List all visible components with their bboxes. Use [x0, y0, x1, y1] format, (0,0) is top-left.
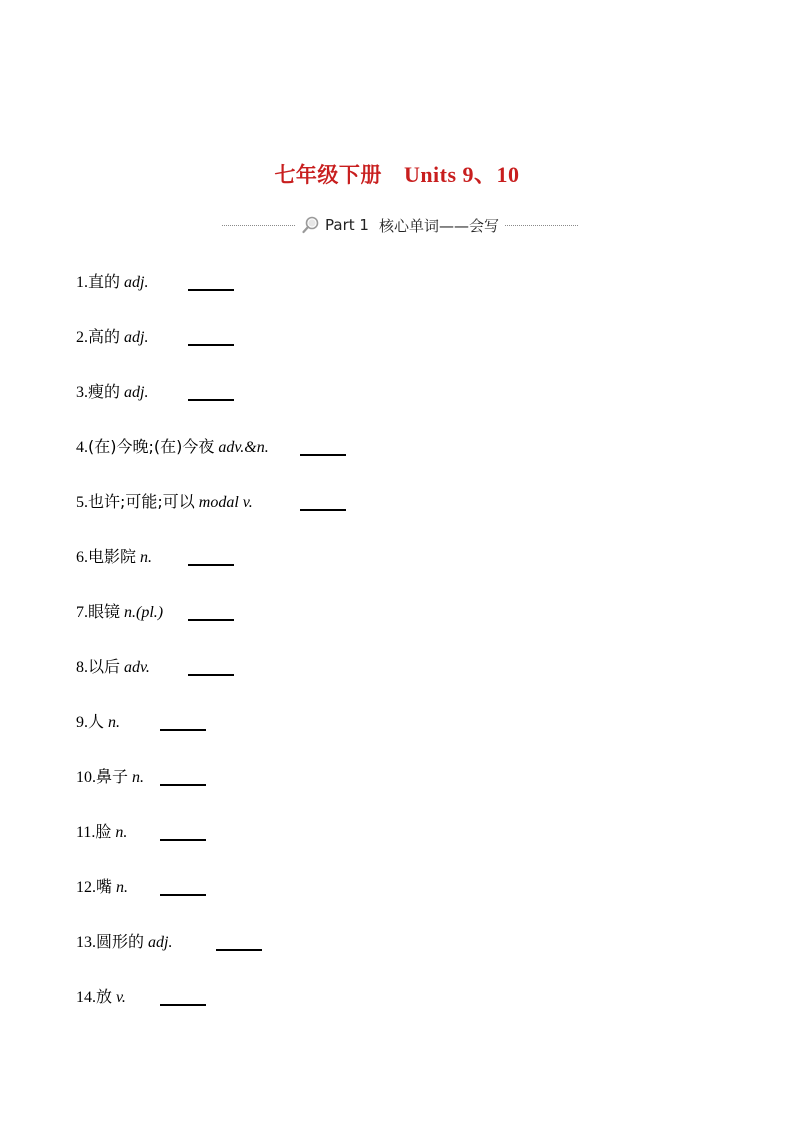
- item-pos: adj.: [124, 274, 149, 291]
- item-chinese: 高的: [88, 327, 121, 346]
- answer-blank[interactable]: [160, 839, 206, 841]
- item-chinese: 嘴: [96, 877, 113, 896]
- part-header-label: [295, 215, 505, 236]
- item-number: 14.: [76, 989, 96, 1006]
- item-chinese: 瘦的: [88, 382, 121, 401]
- item-number: 1.: [76, 274, 88, 291]
- title-grade: 七年级下册: [274, 163, 382, 187]
- answer-blank[interactable]: [216, 949, 262, 951]
- answer-blank[interactable]: [188, 344, 234, 346]
- divider-left: [222, 225, 295, 226]
- list-item: [76, 327, 148, 348]
- part-title: 核心单词——会写: [378, 216, 499, 235]
- list-item: [76, 932, 172, 953]
- list-item: [76, 767, 144, 788]
- magnifier-icon: [301, 215, 321, 235]
- item-number: 7.: [76, 604, 88, 621]
- answer-blank[interactable]: [160, 729, 206, 731]
- answer-blank[interactable]: [188, 674, 234, 676]
- divider-right: [505, 225, 578, 226]
- answer-blank[interactable]: [300, 454, 346, 456]
- answer-blank[interactable]: [160, 1004, 206, 1006]
- item-chinese: 脸: [95, 822, 112, 841]
- list-item: [76, 492, 253, 513]
- list-item: [76, 987, 126, 1008]
- part-header: [222, 214, 578, 236]
- title-units: Units 9、10: [403, 162, 520, 187]
- item-pos: n.: [132, 769, 145, 786]
- answer-blank[interactable]: [300, 509, 346, 511]
- item-number: 4.: [76, 439, 88, 456]
- item-pos: adj.: [124, 384, 149, 401]
- item-pos: n.: [108, 714, 121, 731]
- item-number: 5.: [76, 494, 88, 511]
- item-pos: adv.: [124, 659, 150, 676]
- item-chinese: 也许;可能;可以: [88, 492, 195, 511]
- item-pos: adj.: [124, 329, 149, 346]
- item-number: 8.: [76, 659, 88, 676]
- answer-blank[interactable]: [188, 399, 234, 401]
- answer-blank[interactable]: [188, 564, 234, 566]
- item-chinese: 电影院: [88, 547, 137, 566]
- part-number: Part 1: [325, 216, 369, 234]
- list-item: [76, 712, 120, 733]
- list-item: [76, 602, 163, 623]
- answer-blank[interactable]: [160, 894, 206, 896]
- item-number: 3.: [76, 384, 88, 401]
- list-item: [76, 272, 148, 293]
- item-number: 6.: [76, 549, 88, 566]
- item-pos: adv.&n.: [218, 439, 269, 456]
- item-chinese: 直的: [88, 272, 121, 291]
- item-number: 12.: [76, 879, 96, 896]
- list-item: [76, 822, 127, 843]
- page-title: [0, 158, 794, 189]
- item-pos: n.(pl.): [124, 604, 164, 621]
- item-number: 2.: [76, 329, 88, 346]
- list-item: [76, 657, 150, 678]
- item-chinese: 鼻子: [96, 767, 129, 786]
- item-number: 13.: [76, 934, 96, 951]
- item-chinese: 以后: [88, 657, 121, 676]
- item-chinese: 圆形的: [96, 932, 145, 951]
- answer-blank[interactable]: [188, 289, 234, 291]
- answer-blank[interactable]: [188, 619, 234, 621]
- item-number: 11.: [76, 824, 96, 841]
- item-chinese: 人: [88, 712, 105, 731]
- list-item: [76, 877, 128, 898]
- item-pos: n.: [115, 824, 128, 841]
- list-item: [76, 547, 152, 568]
- item-chinese: (在)今晚;(在)今夜: [88, 437, 215, 456]
- item-pos: v.: [116, 989, 126, 1006]
- item-pos: n.: [140, 549, 153, 566]
- item-number: 10.: [76, 769, 96, 786]
- answer-blank[interactable]: [160, 784, 206, 786]
- item-pos: n.: [116, 879, 129, 896]
- item-pos: adj.: [148, 934, 173, 951]
- item-number: 9.: [76, 714, 88, 731]
- item-pos: modal v.: [198, 494, 253, 511]
- item-chinese: 放: [96, 987, 113, 1006]
- list-item: [76, 437, 269, 458]
- item-chinese: 眼镜: [88, 602, 121, 621]
- list-item: [76, 382, 148, 403]
